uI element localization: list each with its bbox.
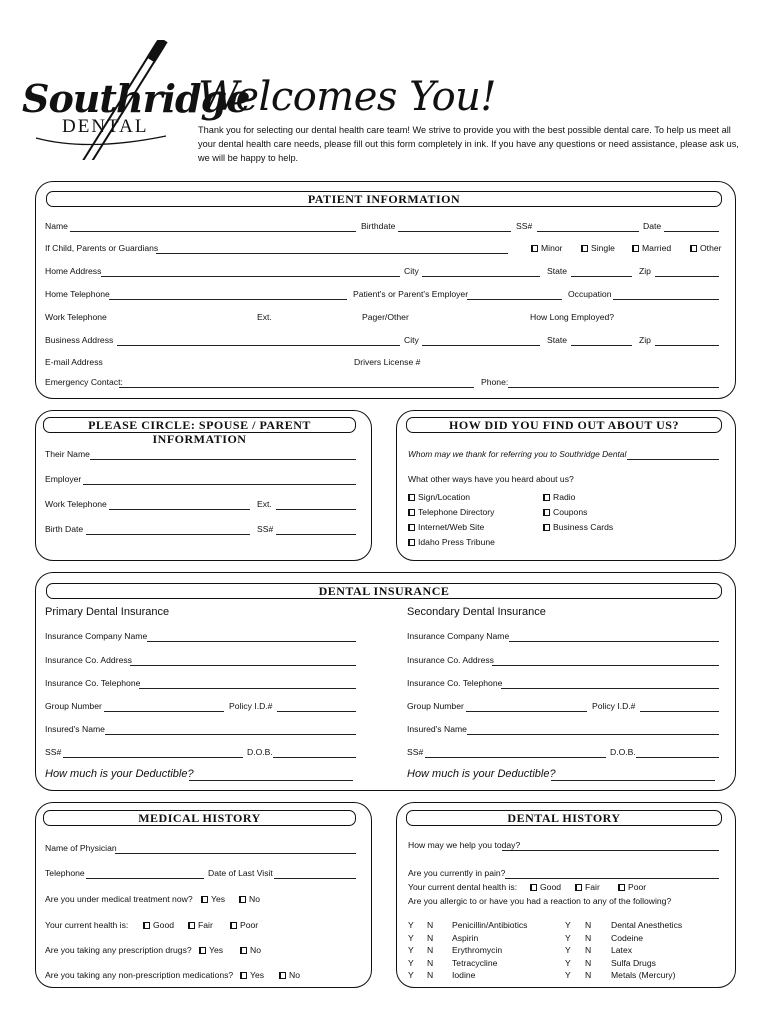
primary-deductible-field[interactable] [189,780,353,781]
referral-field[interactable] [627,459,719,460]
business-state-field[interactable] [571,345,632,346]
employer-label: Patient's or Parent's Employer [353,289,469,299]
logo-script: Southridge [22,76,250,121]
other-checkbox[interactable]: Other [690,243,722,254]
allergy-no-option[interactable]: N [427,920,434,930]
secondary-dob-label: D.O.B. [610,747,636,757]
primary-group-number-field[interactable] [104,711,224,712]
welcome-heading: Welcomes You! [198,74,496,120]
medical-history-title: MEDICAL HISTORY [43,810,356,826]
birth-date-field[interactable] [86,534,250,535]
secondary-group-number-label: Group Number [407,701,464,711]
patient-information-title: PATIENT INFORMATION [46,191,722,207]
pager-label: Pager/Other [362,312,409,322]
spouse-ss-label: SS# [257,524,274,534]
state-label: State [547,266,568,276]
secondary-deductible-label: How much is your Deductible? [407,768,556,780]
primary-co-telephone-field[interactable] [139,688,356,689]
secondary-insureds-name-field[interactable] [467,734,719,735]
coupons-checkbox[interactable]: Coupons [543,507,587,518]
if-child-label: If Child, Parents or Guardians [45,243,159,253]
allergy-no-option[interactable]: N [427,957,434,968]
spouse-ss-field[interactable] [276,534,356,535]
emergency-contact-field[interactable] [119,387,474,388]
birthdate-field[interactable] [398,231,511,232]
allergy-item-label: Erythromycin [452,945,503,955]
secondary-company-name-field[interactable] [509,641,719,642]
last-visit-field[interactable] [274,878,356,879]
prescription-yes-checkbox[interactable]: Yes [199,945,223,956]
other-ways-label: What other ways have you heard about us? [408,474,574,484]
dental-insurance-title: DENTAL INSURANCE [46,583,722,599]
work-telephone-label: Work Telephone [45,312,107,322]
allergy-no-option[interactable]: N [585,970,592,980]
primary-insureds-name-label: Insured's Name [45,724,105,734]
in-pain-field[interactable] [505,878,719,879]
secondary-co-telephone-field[interactable] [501,688,719,689]
allergy-no-option[interactable]: N [585,920,592,930]
spouse-parent-title: PLEASE CIRCLE: SPOUSE / PARENT INFORMATION [43,417,356,433]
primary-co-address-field[interactable] [130,665,356,666]
zip-field[interactable] [655,276,719,277]
secondary-co-address-field[interactable] [492,665,719,666]
telephone-directory-checkbox[interactable]: Telephone Directory [408,507,494,518]
help-today-label: How may we help you today? [408,840,521,850]
ext-label: Ext. [257,312,272,322]
phone-label: Phone: [481,377,509,387]
date-field[interactable] [664,231,719,232]
business-cards-checkbox[interactable]: Business Cards [543,522,613,533]
in-pain-label: Are you currently in pain? [408,868,506,878]
secondary-group-number-field[interactable] [466,711,587,712]
business-address-label: Business Address [45,335,114,345]
last-visit-label: Date of Last Visit [208,868,273,878]
logo-dental: DENTAL [62,116,149,137]
referral-label: Whom may we thank for referring you to Southridge Dental [408,449,627,459]
primary-deductible-label: How much is your Deductible? [45,768,194,780]
birth-date-label: Birth Date [45,524,84,534]
secondary-company-name-label: Insurance Company Name [407,631,510,641]
business-city-label: City [404,335,419,345]
help-today-field[interactable] [502,850,719,851]
occupation-field[interactable] [613,299,719,300]
current-dental-label: Your current dental health is: [408,882,518,892]
secondary-insureds-name-label: Insured's Name [407,724,467,734]
radio-checkbox[interactable]: Radio [543,492,575,503]
primary-insurance-heading: Primary Dental Insurance [45,606,170,618]
health-fair-checkbox[interactable]: Fair [188,920,213,931]
allergy-item-label: Sulfa Drugs [611,957,656,968]
state-field[interactable] [571,276,632,277]
secondary-policy-field[interactable] [640,711,719,712]
primary-dob-label: D.O.B. [247,747,273,757]
non-prescription-no-checkbox[interactable]: No [279,970,300,981]
medical-telephone-label: Telephone [45,868,85,878]
secondary-ss-label: SS# [407,747,424,757]
business-state-label: State [547,335,568,345]
birthdate-label: Birthdate [361,221,396,231]
ss-label: SS# [516,221,533,231]
allergy-yes-option[interactable]: Y [565,945,571,955]
married-checkbox[interactable]: Married [632,243,671,254]
primary-co-telephone-label: Insurance Co. Telephone [45,678,141,688]
spouse-employer-label: Employer [45,474,82,484]
allergy-no-option[interactable]: N [427,945,434,955]
secondary-dob-field[interactable] [636,757,719,758]
dental-poor-checkbox[interactable]: Poor [618,882,646,893]
secondary-ss-field[interactable] [425,757,606,758]
medical-telephone-field[interactable] [86,878,204,879]
secondary-policy-label: Policy I.D.# [592,701,636,711]
date-label: Date [643,221,662,231]
allergy-yes-option[interactable]: Y [565,957,571,968]
dental-history-title: DENTAL HISTORY [406,810,722,826]
dental-good-checkbox[interactable]: Good [530,882,561,893]
how-long-label: How Long Employed? [530,312,615,322]
idaho-press-checkbox[interactable]: Idaho Press Tribune [408,537,495,548]
allergy-yes-option[interactable]: Y [408,970,414,980]
occupation-label: Occupation [568,289,612,299]
home-address-label: Home Address [45,266,102,276]
prescription-no-checkbox[interactable]: No [240,945,261,956]
allergy-yes-option[interactable]: Y [565,970,571,980]
primary-policy-label: Policy I.D.# [229,701,273,711]
allergy-item-label: Penicillin/Antibiotics [452,920,528,930]
home-telephone-field[interactable] [109,299,347,300]
internet-checkbox[interactable]: Internet/Web Site [408,522,484,533]
find-out-title: HOW DID YOU FIND OUT ABOUT US? [406,417,722,433]
treatment-no-checkbox[interactable]: No [239,894,260,905]
non-prescription-label: Are you taking any non-prescription medications? [45,970,234,980]
secondary-co-telephone-label: Insurance Co. Telephone [407,678,503,688]
drivers-license-label: Drivers License # [354,357,421,367]
allergy-item-label: Dental Anesthetics [611,920,683,930]
primary-company-name-field[interactable] [147,641,356,642]
ss-field[interactable] [537,231,639,232]
allergy-yes-option[interactable]: Y [565,932,571,943]
employer-field[interactable] [467,299,562,300]
single-checkbox[interactable]: Single [581,243,615,254]
spouse-ext-field[interactable] [276,509,356,510]
business-zip-field[interactable] [655,345,719,346]
allergy-no-option[interactable]: N [427,970,434,980]
name-label: Name [45,221,68,231]
primary-insureds-name-field[interactable] [105,734,356,735]
secondary-deductible-field[interactable] [551,780,715,781]
primary-ss-label: SS# [45,747,62,757]
current-health-label: Your current health is: [45,920,129,930]
secondary-co-address-label: Insurance Co. Address [407,655,494,665]
home-telephone-label: Home Telephone [45,289,110,299]
under-treatment-label: Are you under medical treatment now? [45,894,193,904]
name-field[interactable] [70,231,356,232]
allergy-item-label: Metals (Mercury) [611,970,676,980]
allergy-item-label: Aspirin [452,932,479,943]
minor-checkbox[interactable]: Minor [531,243,563,254]
spouse-employer-field[interactable] [83,484,356,485]
allergy-item-label: Tetracycline [452,957,498,968]
allergy-no-option[interactable]: N [585,957,592,968]
intro-text: Thank you for selecting our dental health care team! We strive to provide you with the best possible dental care. To help us meet all your dental health care needs, please fill out this form completely in ink. If you have any questions or need assistance, please ask us, we will be happy to help. [198,125,739,163]
emergency-contact-label: Emergency Contact: [45,377,123,387]
allergy-item-label: Iodine [452,970,476,980]
home-address-field[interactable] [101,276,400,277]
primary-co-address-label: Insurance Co. Address [45,655,132,665]
allergy-yes-option[interactable]: Y [408,957,414,968]
allergy-yes-option[interactable]: Y [408,932,414,943]
business-zip-label: Zip [639,335,651,345]
allergy-no-option[interactable]: N [585,932,592,943]
allergy-item-label: Latex [611,945,633,955]
health-good-checkbox[interactable]: Good [143,920,174,931]
allergic-label: Are you allergic to or have you had a reaction to any of the following? [408,896,672,906]
guardians-field[interactable] [156,253,508,254]
spouse-work-telephone-label: Work Telephone [45,499,107,509]
email-label: E-mail Address [45,357,103,367]
treatment-yes-checkbox[interactable]: Yes [201,894,225,905]
allergy-yes-option[interactable]: Y [565,920,571,930]
prescription-label: Are you taking any prescription drugs? [45,945,192,955]
primary-group-number-label: Group Number [45,701,102,711]
spouse-work-telephone-field[interactable] [109,509,250,510]
their-name-label: Their Name [45,449,90,459]
phone-field[interactable] [508,387,719,388]
spouse-ext-label: Ext. [257,499,272,509]
allergy-yes-option[interactable]: Y [408,920,414,930]
dental-fair-checkbox[interactable]: Fair [575,882,600,893]
city-field[interactable] [422,276,540,277]
allergy-no-option[interactable]: N [427,932,434,943]
primary-company-name-label: Insurance Company Name [45,631,148,641]
southridge-dental-logo [18,40,250,160]
zip-label: Zip [639,266,651,276]
sign-location-checkbox[interactable]: Sign/Location [408,492,470,503]
health-poor-checkbox[interactable]: Poor [230,920,258,931]
physician-field[interactable] [115,853,356,854]
primary-policy-field[interactable] [277,711,356,712]
physician-label: Name of Physician [45,843,117,853]
allergy-no-option[interactable]: N [585,945,592,955]
their-name-field[interactable] [90,459,356,460]
city-label: City [404,266,419,276]
business-city-field[interactable] [422,345,540,346]
primary-ss-field[interactable] [63,757,243,758]
non-prescription-yes-checkbox[interactable]: Yes [240,970,264,981]
allergy-item-label: Codeine [611,932,644,943]
primary-dob-field[interactable] [273,757,356,758]
allergy-yes-option[interactable]: Y [408,945,414,955]
secondary-insurance-heading: Secondary Dental Insurance [407,606,546,618]
business-address-field[interactable] [117,345,400,346]
